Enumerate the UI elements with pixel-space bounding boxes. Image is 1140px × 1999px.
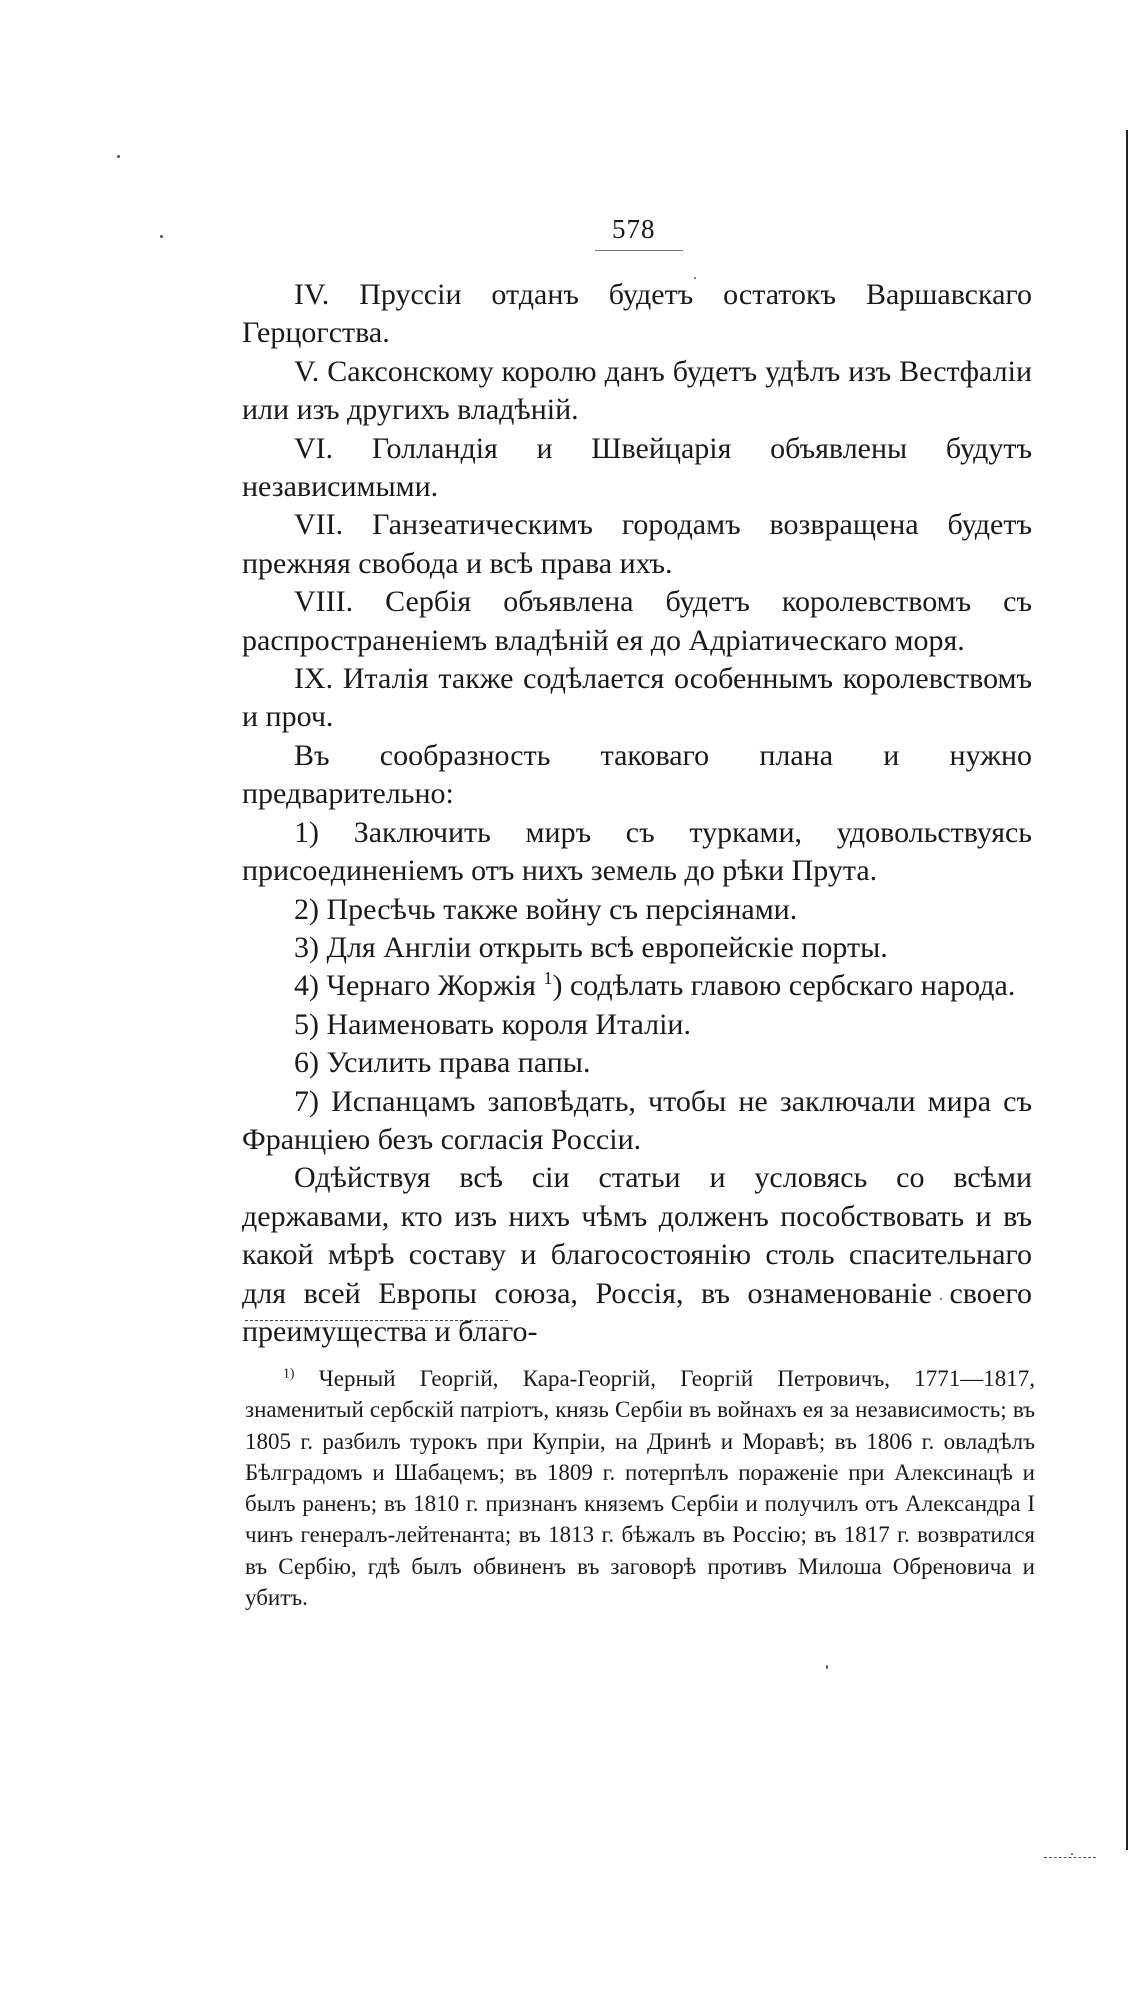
paragraph: IV. Пруссіи отданъ будетъ остатокъ Варшавскаго Герцогства. xyxy=(242,278,1032,350)
footnote-body: Черный Георгій, Кара-Георгій, Георгій Петровичъ, 1771—1817, знаменитый сербскій патріотъ, князь Сербіи въ войнахъ ея за независимость; въ 1805 г. разбилъ турокъ при Купріи, на Дринѣ и Моравѣ; въ 1806 г. овладѣлъ Бѣлградомъ и Шабацемъ; въ 1809 г. потерпѣлъ пораженіе при Алексинацѣ и былъ раненъ; въ 1810 г. признанъ княземъ Сербіи и получилъ отъ Александра I чинъ генералъ-лейтенанта; въ 1813 г. бѣжалъ въ Россію; въ 1817 г. возвратился въ Сербію, гдѣ былъ обвиненъ въ заговорѣ противъ Милоша Обреновича и убитъ. xyxy=(245,1366,1035,1611)
footnote xyxy=(245,1363,1035,1613)
footnote-reference[interactable]: 1 xyxy=(543,968,553,989)
paragraph: V. Саксонскому королю данъ будетъ удѣлъ изъ Вестфаліи или изъ другихъ владѣній. xyxy=(242,354,1032,427)
paragraph: 2) Пресѣчь также войну съ персіянами. xyxy=(294,892,798,926)
paragraph: Одѣйствуя всѣ сіи статьи и условясь со всѣми державами, кто изъ нихъ чѣмъ долженъ пособствовать и въ какой мѣрѣ составу и благосостоянію столь спасительнаго для всей Европы союза, Россія, въ ознаменованіе своего преимущества и благо- xyxy=(242,1161,1032,1348)
main-text xyxy=(242,276,1032,1351)
scan-speck xyxy=(117,155,120,158)
paragraph: Въ сообразность таковаго плана и нужно предварительно: xyxy=(242,738,1032,811)
scan-speck xyxy=(160,235,163,238)
page-edge-shadow xyxy=(1126,130,1128,1850)
paragraph: 5) Наименовать короля Италіи. xyxy=(294,1007,691,1041)
paragraph: VI. Голландія и Швейцарія объявлены будутъ независимыми. xyxy=(242,431,1032,504)
paragraph: 6) Усилить права папы. xyxy=(294,1046,591,1080)
paragraph: VII. Ганзеатическимъ городамъ возвращена будетъ прежняя свобода и всѣ права ихъ. xyxy=(242,508,1032,580)
footnote-separator xyxy=(245,1320,508,1321)
paragraph: 1) Заключить миръ съ турками, удовольствуясь присоединеніемъ отъ нихъ земель до рѣки Прута. xyxy=(242,815,1032,888)
paragraph-text: 4) Чернаго Жоржія xyxy=(294,969,544,1003)
footnote-marker: 1) xyxy=(283,1365,295,1381)
bottom-rule xyxy=(1044,1857,1096,1858)
paragraph-with-footnote-ref xyxy=(242,967,1032,1005)
paragraph: 7) Испанцамъ заповѣдать, чтобы не заключали мира съ Франціею безъ согласія Россіи. xyxy=(242,1084,1032,1156)
scan-speck xyxy=(826,1665,828,1669)
page-number-underline xyxy=(595,250,683,251)
paragraph: IX. Италія также содѣлается особеннымъ королевствомъ и проч. xyxy=(242,662,1032,734)
footnote-text xyxy=(245,1363,1035,1613)
paragraph: VIII. Сербія объявлена будетъ королевствомъ съ распространеніемъ владѣній ея до Адріатическаго моря. xyxy=(242,585,1032,657)
page-number: 578 xyxy=(612,214,656,244)
paragraph-text: ) содѣлать главою сербскаго народа. xyxy=(552,969,1016,1003)
scan-speck xyxy=(1071,1853,1073,1855)
paragraph: 3) Для Англіи открыть всѣ европейскіе порты. xyxy=(294,930,888,964)
